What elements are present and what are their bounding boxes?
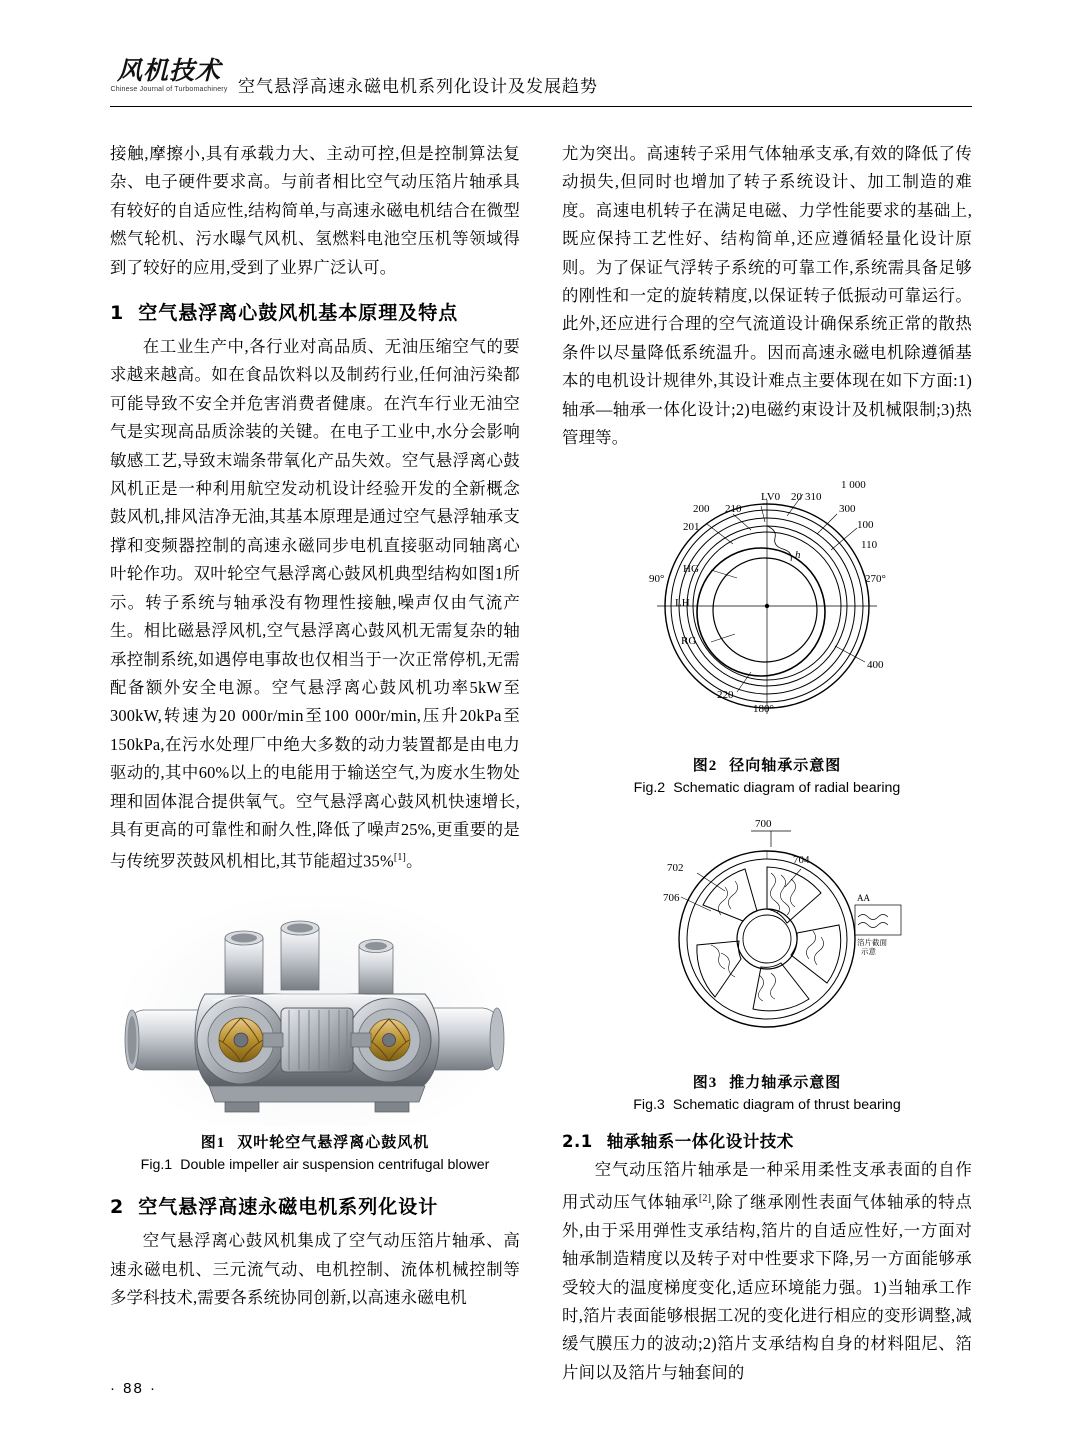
figure-1-cn-title: 双叶轮空气悬浮离心鼓风机	[237, 1135, 430, 1152]
thrust-bearing-diagram	[565, 813, 969, 1061]
figure-3	[562, 813, 972, 1116]
figure-2-image	[565, 466, 969, 749]
journal-logo	[110, 58, 228, 93]
section-1-title: 空气悬浮离心鼓风机基本原理及特点	[138, 302, 459, 325]
figure-3-callout-704: 704	[793, 854, 810, 867]
left-paragraph-3: 空气悬浮离心鼓风机集成了空气动压箔片轴承、高速永磁电机、三元流气动、电机控制、流体机械控制等多学科技术,需要各系统协同创新,以高速永磁电机	[110, 1231, 520, 1308]
figure-3-en-label: Fig.3	[633, 1097, 665, 1114]
figure-3-callout-AA: AA	[857, 893, 870, 904]
figure-1-caption	[110, 1132, 520, 1176]
figure-1-image	[113, 890, 517, 1126]
left-paragraph-2-end: 。	[406, 851, 423, 871]
figure-2-callout-180deg: 180°	[753, 703, 774, 716]
figure-3-cn-label: 图3	[692, 1075, 718, 1092]
figure-2-callout-20: 20	[791, 491, 802, 504]
figure-2-callout-100: 100	[857, 519, 874, 532]
figure-2-callout-90deg: 90°	[649, 573, 665, 586]
journal-logo-en: Chinese Journal of Turbomachinery	[110, 86, 228, 94]
figure-3-caption	[562, 1072, 972, 1116]
figure-3-inset-caption-2: 示意	[861, 947, 876, 957]
right-paragraph-2	[562, 1156, 972, 1387]
left-paragraph-2-text: 在工业生产中,各行业对高品质、无油压缩空气的要求越来越高。如在食品饮料以及制药行业,任何油污染都可能导致不安全并危害消费者健康。在汽车行业无油空气是实现高品质涂装的关键。在电子工业中,水分会影响敏感工艺,导致末端条带氧化产品失效。空气悬浮离心鼓风机正是一种利用航空发动机设计经验开发的全新概念鼓风机,排风洁净无油,其基本原理是通过空气悬浮轴承支撑和变频器控制的高速永磁同步电机直接驱动同轴离心叶轮作功。双叶轮空气悬浮离心鼓风机典型结构如图1所示。转子系统与轴承没有物理性接触,噪声仅由气流产生。相比磁悬浮风机,空气悬浮离心鼓风机无需复杂的轴承控制系统,如遇停电事故也仅相当于一次正常停机,无需配备额外安全电源。空气悬浮离心鼓风机功率5kW至300kW,转速为20 000r/min至100 000r/min,压升20kPa至150kPa,在污水处理厂中绝大多数的动力装置都是由电力驱动的,其中60%以上的电能用于输送空气,为废水生物处理和固体混合提供氧气。空气悬浮离心鼓风机快速增长,具有更高的可靠性和耐久性,降低了噪声25%,更重要的是与传统罗茨鼓风机相比,其节能超过35%	[110, 337, 520, 871]
figure-3-image	[565, 813, 969, 1066]
section-1-number: 1	[110, 302, 125, 325]
figure-2-callout-200: 200	[693, 503, 710, 516]
subsection-2-1-number: 2.1	[562, 1132, 593, 1152]
figure-1-cn-label: 图1	[200, 1135, 226, 1152]
journal-logo-cn: 风机技术	[116, 56, 221, 85]
figure-1-en-title: Double impeller air suspension centrifugal blower	[180, 1157, 490, 1174]
running-title: 空气悬浮高速永磁电机系列化设计及发展趋势	[238, 77, 598, 96]
blower-cutaway-illustration	[113, 890, 517, 1126]
left-paragraph-2-reference: [1]	[393, 852, 407, 864]
figure-2-callout-h: h	[795, 549, 801, 562]
figure-2-cn-label: 图2	[692, 758, 718, 775]
figure-2-callout-110: 110	[861, 539, 878, 552]
page-header	[110, 58, 972, 110]
figure-3-en-title: Schematic diagram of thrust bearing	[672, 1097, 901, 1114]
subsection-2-1-title: 轴承轴系一体化设计技术	[606, 1132, 794, 1152]
figure-2-callout-1000: 1 000	[841, 479, 866, 492]
figure-2-callout-400: 400	[867, 659, 884, 672]
figure-1	[110, 890, 520, 1176]
figure-3-callout-700: 700	[755, 818, 772, 831]
figure-2-callout-LH: LH	[675, 597, 690, 610]
figure-2-callout-300: 300	[839, 503, 856, 516]
figure-1-en-label: Fig.1	[140, 1157, 173, 1174]
left-paragraph-1: 接触,摩擦小,具有承载力大、主动可控,但是控制算法复杂、电子硬件要求高。与前者相比空气动压箔片轴承具有较好的自适应性,结构简单,与高速永磁电机结合在微型燃气轮机、污水曝气风机、氢燃料电池空压机等领域得到了较好的应用,受到了业界广泛认可。	[110, 144, 520, 277]
right-column	[562, 140, 972, 1387]
radial-bearing-diagram	[565, 466, 969, 744]
figure-2-callout-201: 201	[683, 521, 700, 534]
figure-2-callout-RG: RG	[681, 635, 697, 648]
figure-3-callout-702: 702	[667, 862, 684, 875]
figure-2-caption	[562, 755, 972, 799]
figure-2-callout-270deg: 270°	[865, 573, 886, 586]
figure-2-en-label: Fig.2	[633, 780, 666, 797]
figure-2-callout-310: 310	[805, 491, 822, 504]
figure-3-inset-caption-1: 箔片截面	[857, 938, 887, 948]
section-2-number: 2	[110, 1196, 125, 1219]
right-paragraph-2-continued: ,除了继承刚性表面气体轴承的特点外,由于采用弹性支承结构,箔片的自适应性好,一方面对轴承制造精度以及转子对中性要求下降,另一方面能够承受较大的温度梯度变化,适应环境能力强。1)当轴承工作时,箔片表面能够根据工况的变化进行相应的变形调整,减缓气膜压力的波动;2)箔片支承结构自身的材料阻尼、箔片间以及箔片与轴套间的	[562, 1192, 973, 1382]
figure-2	[562, 466, 972, 799]
figure-3-cn-title: 推力轴承示意图	[729, 1075, 842, 1092]
section-2-title: 空气悬浮高速永磁电机系列化设计	[138, 1196, 439, 1219]
figure-2-cn-title: 径向轴承示意图	[729, 758, 842, 775]
figure-2-callout-210: 210	[725, 503, 742, 516]
left-column	[110, 140, 520, 1312]
figure-2-callout-LV0: LV0	[761, 491, 781, 504]
figure-3-callout-706: 706	[663, 892, 680, 905]
right-paragraph-2-reference: [2]	[698, 1192, 712, 1204]
left-paragraph-2	[110, 333, 520, 876]
section-heading-1	[110, 298, 520, 325]
figure-2-callout-HG: HG	[683, 563, 699, 576]
page-number: · 88 ·	[110, 1380, 158, 1397]
right-paragraph-2-text: 空气动压箔片轴承是一种采用柔性支承表面的自作用式动压气体轴承	[562, 1160, 972, 1212]
figure-2-en-title: Schematic diagram of radial bearing	[673, 780, 901, 797]
subsection-heading-2-1	[562, 1128, 972, 1152]
section-heading-2	[110, 1192, 520, 1219]
right-paragraph-1: 尤为突出。高速转子采用气体轴承支承,有效的降低了传动损失,但同时也增加了转子系统设计、加工制造的难度。高速电机转子在满足电磁、力学性能要求的基础上,既应保持工艺性好、结构简单,还应遵循轻量化设计原则。为了保证气浮转子系统的可靠工作,系统需具备足够的刚性和一定的旋转精度,以保证转子低振动可靠运行。此外,还应进行合理的空气流道设计确保系统正常的散热条件以尽量降低系统温升。因而高速永磁电机除遵循基本的电机设计规律外,其设计难点主要体现在如下方面:1)轴承—轴承一体化设计;2)电磁约束设计及机械限制;3)热管理等。	[562, 144, 972, 448]
figure-2-callout-220: 220	[717, 689, 734, 702]
header-divider	[110, 106, 972, 107]
